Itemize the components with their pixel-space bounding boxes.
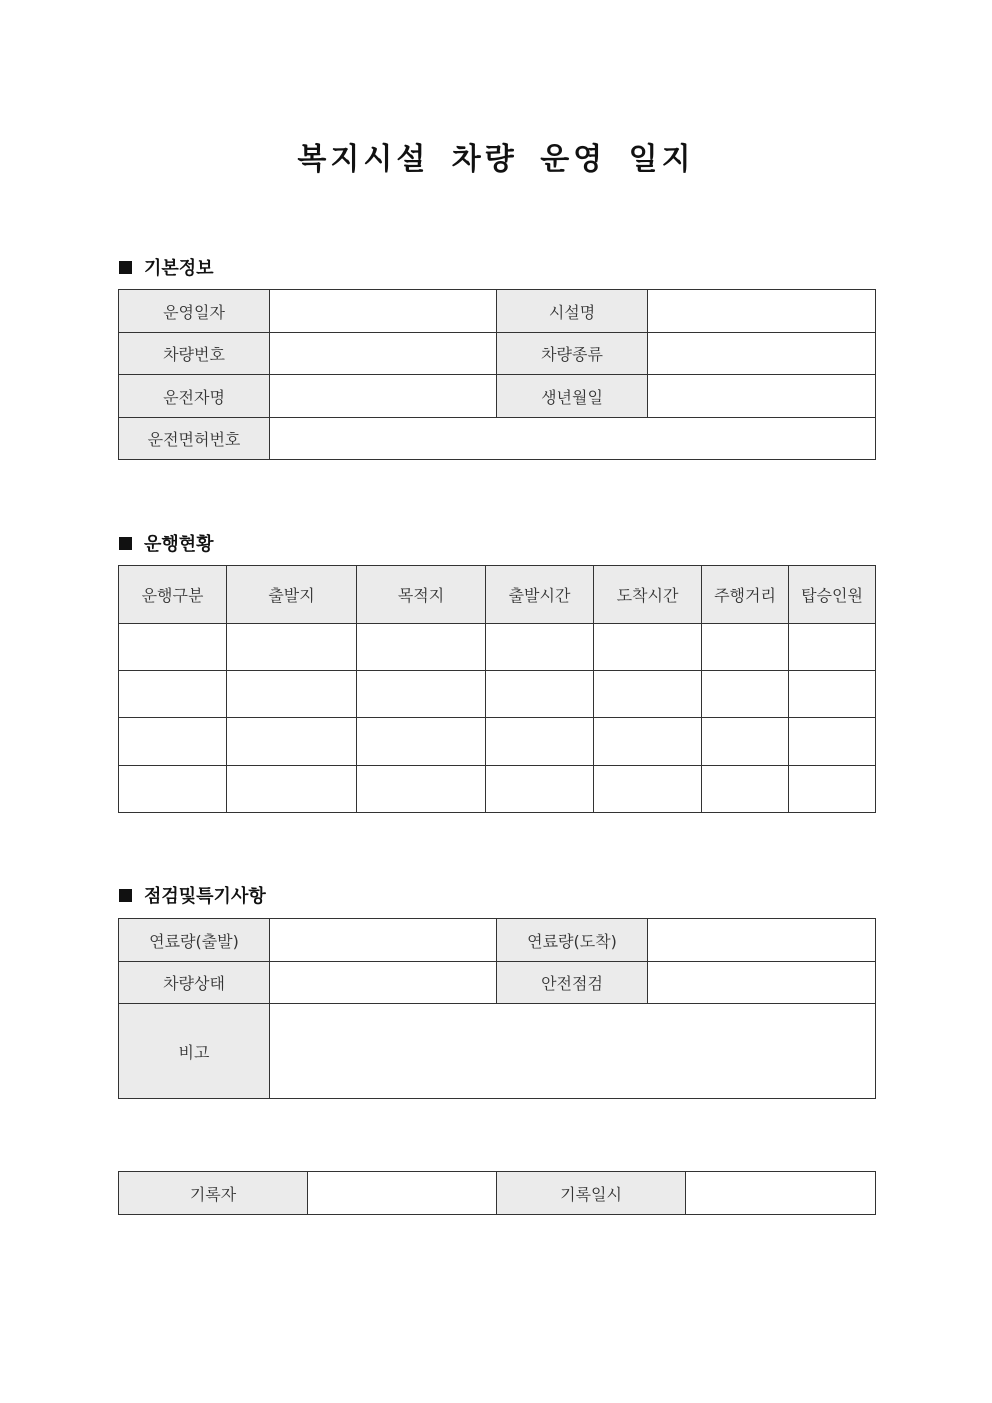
facility-name-label: 시설명	[497, 290, 648, 333]
record-datetime-label: 기록일시	[497, 1172, 686, 1215]
fuel-arrival-field[interactable]	[648, 919, 876, 962]
operation-status-table	[118, 565, 876, 813]
square-bullet-icon	[119, 889, 132, 902]
recorder-label: 기록자	[119, 1172, 308, 1215]
table-cell[interactable]	[702, 766, 789, 813]
column-header-departure-time: 출발시간	[486, 566, 594, 624]
table-cell[interactable]	[119, 718, 227, 766]
table-cell[interactable]	[789, 766, 876, 813]
remarks-label: 비고	[119, 1004, 270, 1099]
birth-date-field[interactable]	[648, 375, 876, 418]
table-cell[interactable]	[227, 718, 357, 766]
operation-date-field[interactable]	[270, 290, 497, 333]
section-heading-inspection	[119, 882, 266, 908]
table-cell[interactable]	[357, 766, 486, 813]
vehicle-condition-field[interactable]	[270, 962, 497, 1004]
table-cell[interactable]	[227, 671, 357, 718]
operation-date-label: 운영일자	[119, 290, 270, 333]
table-cell[interactable]	[486, 624, 594, 671]
table-cell[interactable]	[357, 671, 486, 718]
table-cell[interactable]	[789, 718, 876, 766]
vehicle-number-label: 차량번호	[119, 333, 270, 375]
table-row	[119, 1172, 876, 1215]
square-bullet-icon	[119, 261, 132, 274]
table-row	[119, 418, 876, 460]
section-heading-basic-info	[119, 254, 214, 280]
section-heading-operation-status	[119, 530, 214, 556]
vehicle-number-field[interactable]	[270, 333, 497, 375]
recorder-table	[118, 1171, 876, 1215]
table-row	[119, 1004, 876, 1099]
driver-name-field[interactable]	[270, 375, 497, 418]
table-cell[interactable]	[702, 718, 789, 766]
table-row	[119, 333, 876, 375]
table-cell[interactable]	[119, 624, 227, 671]
table-row	[119, 962, 876, 1004]
table-cell[interactable]	[594, 671, 702, 718]
column-header-operation-type: 운행구분	[119, 566, 227, 624]
table-cell[interactable]	[486, 766, 594, 813]
column-header-passengers: 탑승인원	[789, 566, 876, 624]
section-heading-label: 기본정보	[144, 258, 214, 279]
document-title: 복지시설 차량 운영 일지	[297, 142, 695, 177]
table-cell[interactable]	[357, 624, 486, 671]
safety-check-field[interactable]	[648, 962, 876, 1004]
table-cell[interactable]	[702, 624, 789, 671]
table-cell[interactable]	[594, 766, 702, 813]
vehicle-type-field[interactable]	[648, 333, 876, 375]
table-cell[interactable]	[119, 671, 227, 718]
driver-name-label: 운전자명	[119, 375, 270, 418]
section-heading-label: 점검및특기사항	[144, 886, 266, 907]
safety-check-label: 안전점검	[497, 962, 648, 1004]
table-row	[119, 624, 876, 671]
table-cell[interactable]	[227, 624, 357, 671]
license-number-label: 운전면허번호	[119, 418, 270, 460]
table-header-row	[119, 566, 876, 624]
remarks-field[interactable]	[270, 1004, 876, 1099]
table-cell[interactable]	[486, 718, 594, 766]
table-row	[119, 718, 876, 766]
inspection-table	[118, 918, 876, 1099]
recorder-field[interactable]	[308, 1172, 497, 1215]
table-cell[interactable]	[119, 766, 227, 813]
fuel-departure-field[interactable]	[270, 919, 497, 962]
table-cell[interactable]	[789, 624, 876, 671]
table-row	[119, 919, 876, 962]
table-cell[interactable]	[486, 671, 594, 718]
fuel-departure-label: 연료량(출발)	[119, 919, 270, 962]
table-cell[interactable]	[594, 624, 702, 671]
column-header-distance: 주행거리	[702, 566, 789, 624]
column-header-destination: 목적지	[357, 566, 486, 624]
vehicle-condition-label: 차량상태	[119, 962, 270, 1004]
table-cell[interactable]	[702, 671, 789, 718]
table-cell[interactable]	[227, 766, 357, 813]
vehicle-type-label: 차량종류	[497, 333, 648, 375]
license-number-field[interactable]	[270, 418, 876, 460]
square-bullet-icon	[119, 537, 132, 550]
column-header-arrival-time: 도착시간	[594, 566, 702, 624]
table-cell[interactable]	[594, 718, 702, 766]
section-heading-label: 운행현황	[144, 534, 214, 555]
fuel-arrival-label: 연료량(도착)	[497, 919, 648, 962]
table-row	[119, 290, 876, 333]
table-row	[119, 671, 876, 718]
table-cell[interactable]	[789, 671, 876, 718]
column-header-departure: 출발지	[227, 566, 357, 624]
record-datetime-field[interactable]	[686, 1172, 876, 1215]
table-row	[119, 375, 876, 418]
facility-name-field[interactable]	[648, 290, 876, 333]
birth-date-label: 생년월일	[497, 375, 648, 418]
table-row	[119, 766, 876, 813]
table-cell[interactable]	[357, 718, 486, 766]
basic-info-table	[118, 289, 876, 460]
